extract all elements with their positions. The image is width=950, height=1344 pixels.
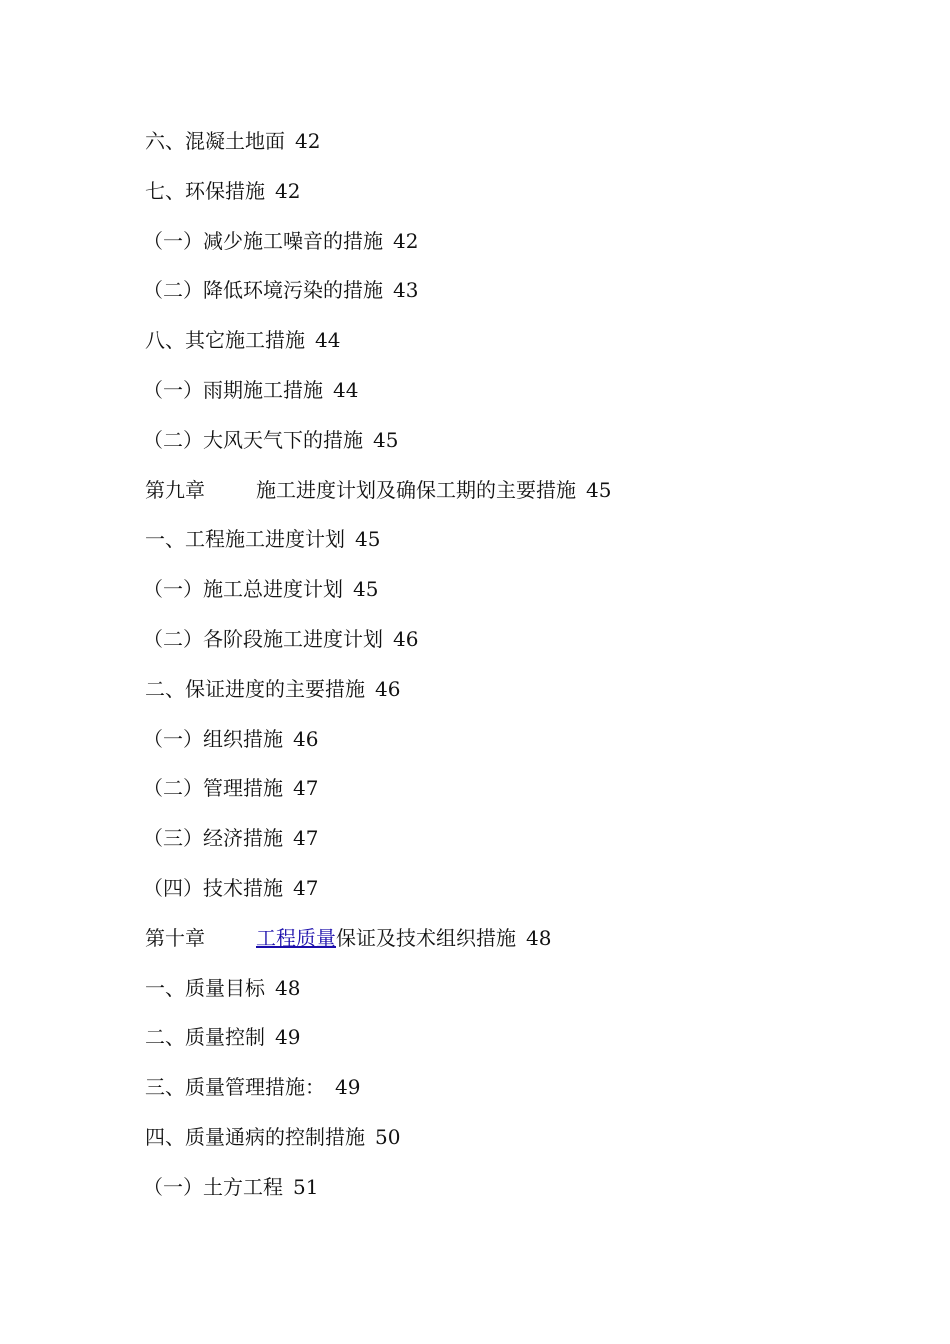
toc-entry [145, 1120, 905, 1170]
toc-page-number: 51 [293, 1174, 319, 1199]
toc-entry-title: 七、环保措施 [145, 178, 265, 203]
toc-entry-title: （一）雨期施工措施 [143, 377, 323, 402]
toc-entry-title: 三、质量管理措施： [145, 1075, 325, 1100]
toc-entry [143, 224, 905, 274]
toc-page-number: 47 [293, 875, 319, 900]
toc-page-number: 44 [333, 377, 359, 402]
toc-page-number: 48 [275, 975, 301, 1000]
toc-entry [143, 771, 905, 821]
toc-page-number: 49 [335, 1075, 361, 1100]
toc-page-number: 42 [393, 228, 419, 253]
quality-hyperlink[interactable]: 工程质量 [256, 925, 336, 950]
toc-entry [143, 1170, 905, 1220]
toc-entry-title: 四、质量通病的控制措施 [145, 1124, 365, 1149]
toc-entry [143, 871, 905, 921]
toc-chapter-entry [145, 921, 905, 971]
toc-chapter-number: 第九章 [145, 477, 205, 502]
toc-entry [143, 423, 905, 473]
toc-entry-title: （三）经济措施 [143, 826, 283, 851]
toc-entry-title: 一、工程施工进度计划 [145, 527, 345, 552]
toc-entry-title: （一）施工总进度计划 [143, 577, 343, 602]
toc-page-number: 47 [293, 776, 319, 801]
toc-page-number: 44 [315, 328, 341, 353]
toc-page-number: 50 [375, 1124, 401, 1149]
toc-entry [145, 522, 905, 572]
toc-page-number: 43 [393, 278, 419, 303]
toc-entry [145, 672, 905, 722]
toc-entry-title: （四）技术措施 [143, 875, 283, 900]
toc-chapter-entry [145, 473, 905, 523]
table-of-contents [145, 124, 905, 1220]
toc-chapter-number: 第十章 [145, 925, 205, 950]
toc-entry [145, 124, 905, 174]
toc-entry-title: 保证及技术组织措施 [336, 925, 516, 950]
toc-entry [145, 323, 905, 373]
toc-entry-title: （一）组织措施 [143, 726, 283, 751]
toc-entry-title: 八、其它施工措施 [145, 328, 305, 353]
toc-page-number: 42 [295, 129, 321, 153]
toc-entry [145, 174, 905, 224]
toc-page-number: 45 [586, 477, 612, 502]
toc-entry-title: （二）各阶段施工进度计划 [143, 626, 383, 651]
toc-entry-title: 六、混凝土地面 [145, 129, 285, 153]
toc-entry-title: （一）土方工程 [143, 1174, 283, 1199]
toc-entry-title: 二、保证进度的主要措施 [145, 676, 365, 701]
toc-entry [145, 1070, 905, 1120]
toc-entry [143, 821, 905, 871]
toc-entry [143, 572, 905, 622]
toc-page-number: 48 [526, 925, 552, 950]
toc-page-number: 45 [355, 527, 381, 552]
toc-page-number: 42 [275, 178, 301, 203]
toc-entry [143, 722, 905, 772]
toc-entry-title: 一、质量目标 [145, 975, 265, 1000]
toc-entry-title: 施工进度计划及确保工期的主要措施 [256, 477, 576, 502]
toc-entry-title: （二）管理措施 [143, 776, 283, 801]
toc-entry-title: （二）降低环境污染的措施 [143, 278, 383, 303]
toc-entry-title: （一）减少施工噪音的措施 [143, 228, 383, 253]
toc-page-number: 45 [373, 427, 399, 452]
toc-entry [143, 622, 905, 672]
toc-page-number: 46 [393, 626, 419, 651]
toc-page-number: 46 [375, 676, 401, 701]
toc-entry-title: （二）大风天气下的措施 [143, 427, 363, 452]
toc-entry [145, 971, 905, 1021]
toc-page-number: 45 [353, 577, 379, 602]
toc-entry [143, 273, 905, 323]
toc-page-number: 47 [293, 826, 319, 851]
toc-entry-title: 二、质量控制 [145, 1025, 265, 1050]
toc-page-number: 49 [275, 1025, 301, 1050]
toc-page-number: 46 [293, 726, 319, 751]
toc-entry [145, 1020, 905, 1070]
toc-entry [143, 373, 905, 423]
